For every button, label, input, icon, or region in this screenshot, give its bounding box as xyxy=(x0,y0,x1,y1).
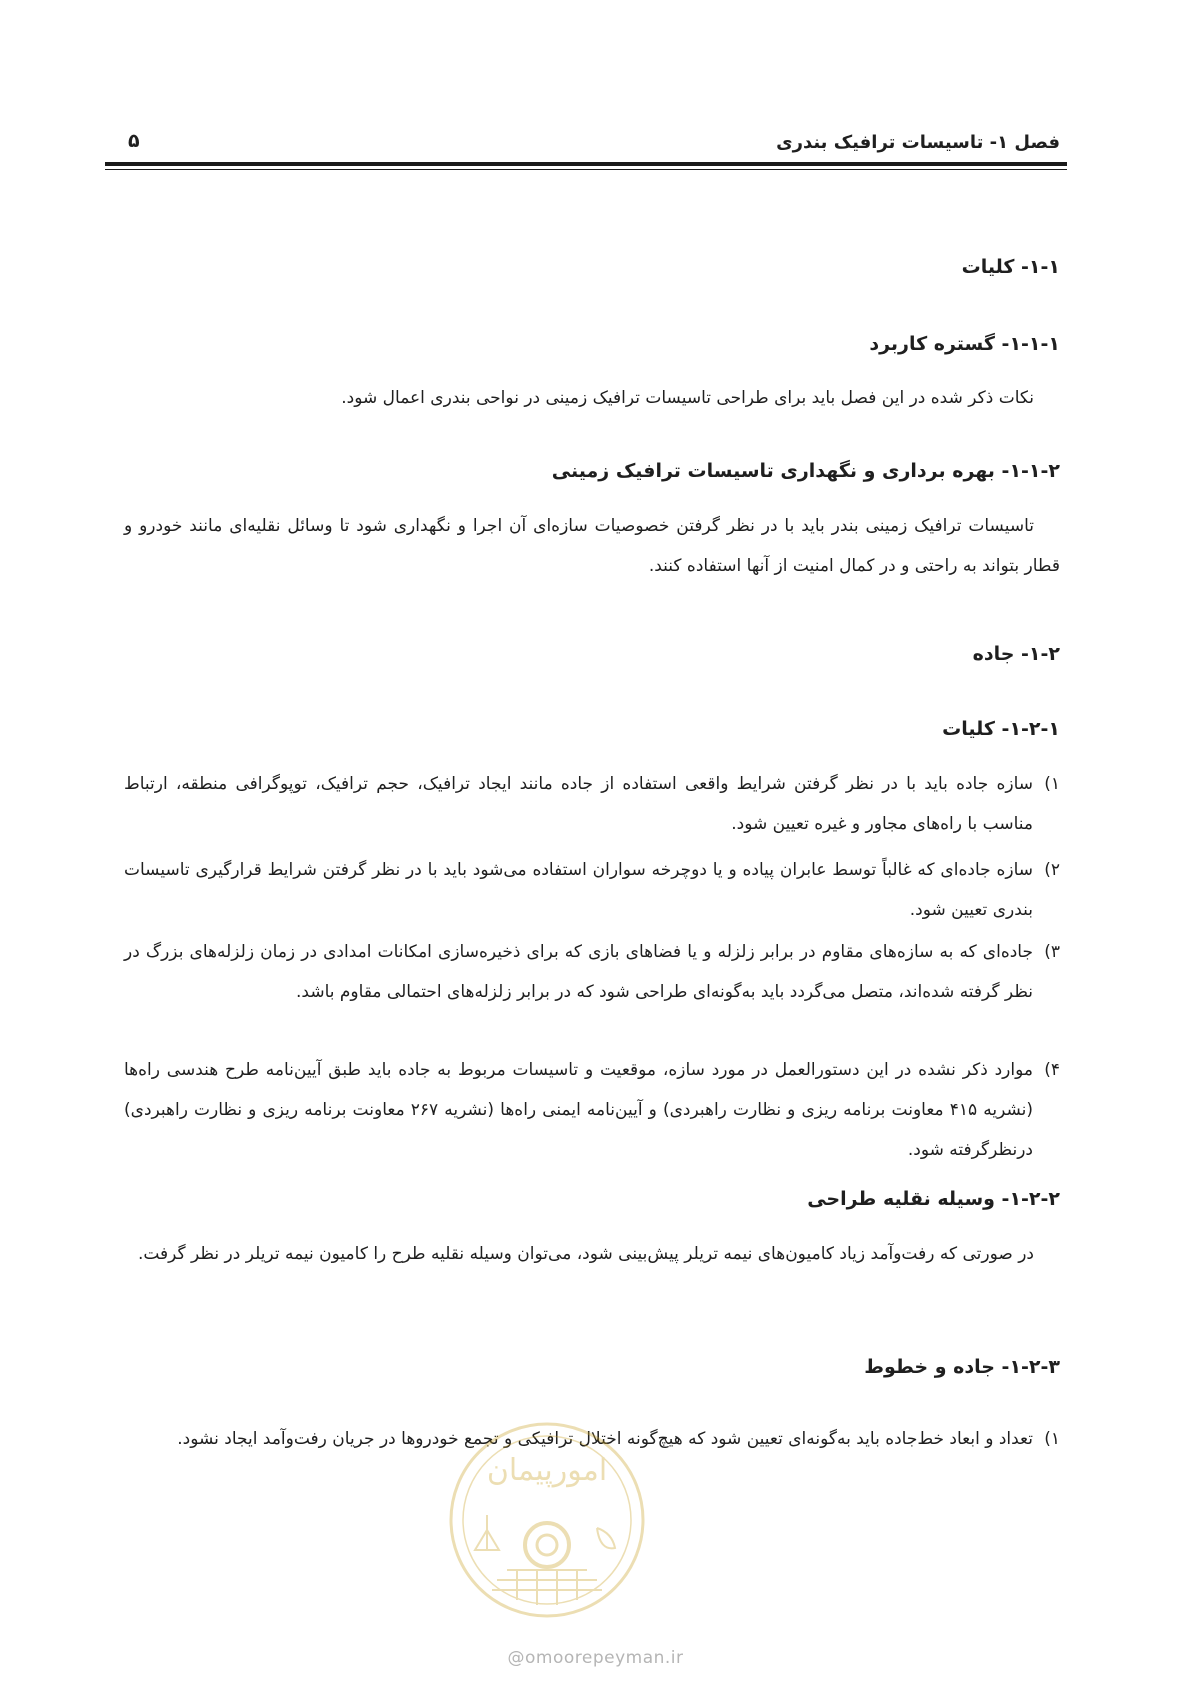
paragraph-1-1-1: نکات ذکر شده در این فصل باید برای طراحی تاسیسات ترافیک زمینی در نواحی بندری اعمال شود. xyxy=(341,388,1034,408)
heading-1-1: ۱-۱- کلیات xyxy=(961,256,1060,278)
list-item-text: تعداد و ابعاد خط‌جاده باید به‌گونه‌ای تعیین شود که هیچ‌گونه اختلال ترافیکی و تجمع خودروها در جریان رفت‌وآمد ایجاد نشود. xyxy=(177,1429,1033,1449)
list-item-number: ۱) xyxy=(1044,1429,1060,1449)
list-item xyxy=(124,1050,1060,1170)
heading-1-1-2: ۱-۱-۲- بهره برداری و نگهداری تاسیسات ترافیک زمینی xyxy=(551,460,1060,482)
list-item-text: جاده‌ای که به سازه‌های مقاوم در برابر زلزله و یا فضاهای بازی که برای ذخیره‌سازی امکانات امدادی در زمان زلزله‌های بزرگ در نظر گرفته شده‌اند، متصل می‌گردد باید به‌گونه‌ای طراحی شود که در برابر زلزله‌های احتمالی مقاوم باشد. xyxy=(124,942,1033,1002)
list-item-text: سازه جاده باید با در نظر گرفتن شرایط واقعی استفاده از جاده مانند ایجاد ترافیک، حجم ترافیک، توپوگرافی منطقه، ارتباط مناسب با راه‌های مجاور و غیره تعیین شود. xyxy=(124,774,1033,834)
list-item-number: ۴) xyxy=(1044,1060,1060,1080)
watermark-url: @omoorepeyman.ir xyxy=(507,1648,684,1668)
heading-1-2-2: ۱-۲-۲- وسیله نقلیه طراحی xyxy=(807,1188,1060,1210)
watermark-seal xyxy=(447,1420,647,1620)
paragraph-1-2-2: در صورتی که رفت‌وآمد زیاد کامیون‌های نیمه تریلر پیش‌بینی شود، می‌توان وسیله نقلیه طرح را کامیون نیمه تریلر در نظر گرفت. xyxy=(137,1244,1034,1264)
heading-1-2-3: ۱-۲-۳- جاده و خطوط xyxy=(864,1356,1060,1378)
list-item-number: ۱) xyxy=(1044,774,1060,794)
header-rule-thick xyxy=(105,162,1067,166)
list-item-text: موارد ذکر نشده در این دستورالعمل در مورد سازه، موقعیت و تاسیسات مربوط به جاده باید طبق آیین‌نامه طرح هندسی راه‌ها (نشریه ۴۱۵ معاونت برنامه ریزی و نظارت راهبردی) و آیین‌نامه ایمنی راه‌ها (نشریه ۲۶۷ معاونت برنامه ریزی و نظارت راهبردی) درنظرگرفته شود. xyxy=(124,1060,1034,1160)
heading-1-2: ۱-۲- جاده xyxy=(972,643,1060,665)
watermark-seal-text: امورپیمان xyxy=(486,1453,608,1488)
chapter-title: فصل ۱- تاسیسات ترافیک بندری xyxy=(776,132,1060,153)
heading-1-1-1: ۱-۱-۱- گستره کاربرد xyxy=(869,333,1060,355)
list-item-number: ۲) xyxy=(1044,860,1060,880)
list-item xyxy=(124,932,1060,1012)
page-number: ۵ xyxy=(128,130,140,152)
list-item xyxy=(124,764,1060,844)
list-item xyxy=(124,850,1060,930)
list-item-text: سازه جاده‌ای که غالباً توسط عابران پیاده و یا دوچرخه سواران استفاده می‌شود باید با در نظر گرفتن شرایط قرارگیری تاسیسات بندری تعیین شود. xyxy=(124,860,1033,920)
list-item-number: ۳) xyxy=(1044,942,1060,962)
heading-1-2-1: ۱-۲-۱- کلیات xyxy=(942,718,1060,740)
paragraph-1-1-2: تاسیسات ترافیک زمینی بندر باید با در نظر گرفتن خصوصیات سازه‌ای آن اجرا و نگهداری شود تا وسائل نقلیه‌ای مانند خودرو و قطار بتواند به راحتی و در کمال امنیت از آنها استفاده کنند. xyxy=(124,516,1060,576)
header-rule-thin xyxy=(105,169,1067,170)
